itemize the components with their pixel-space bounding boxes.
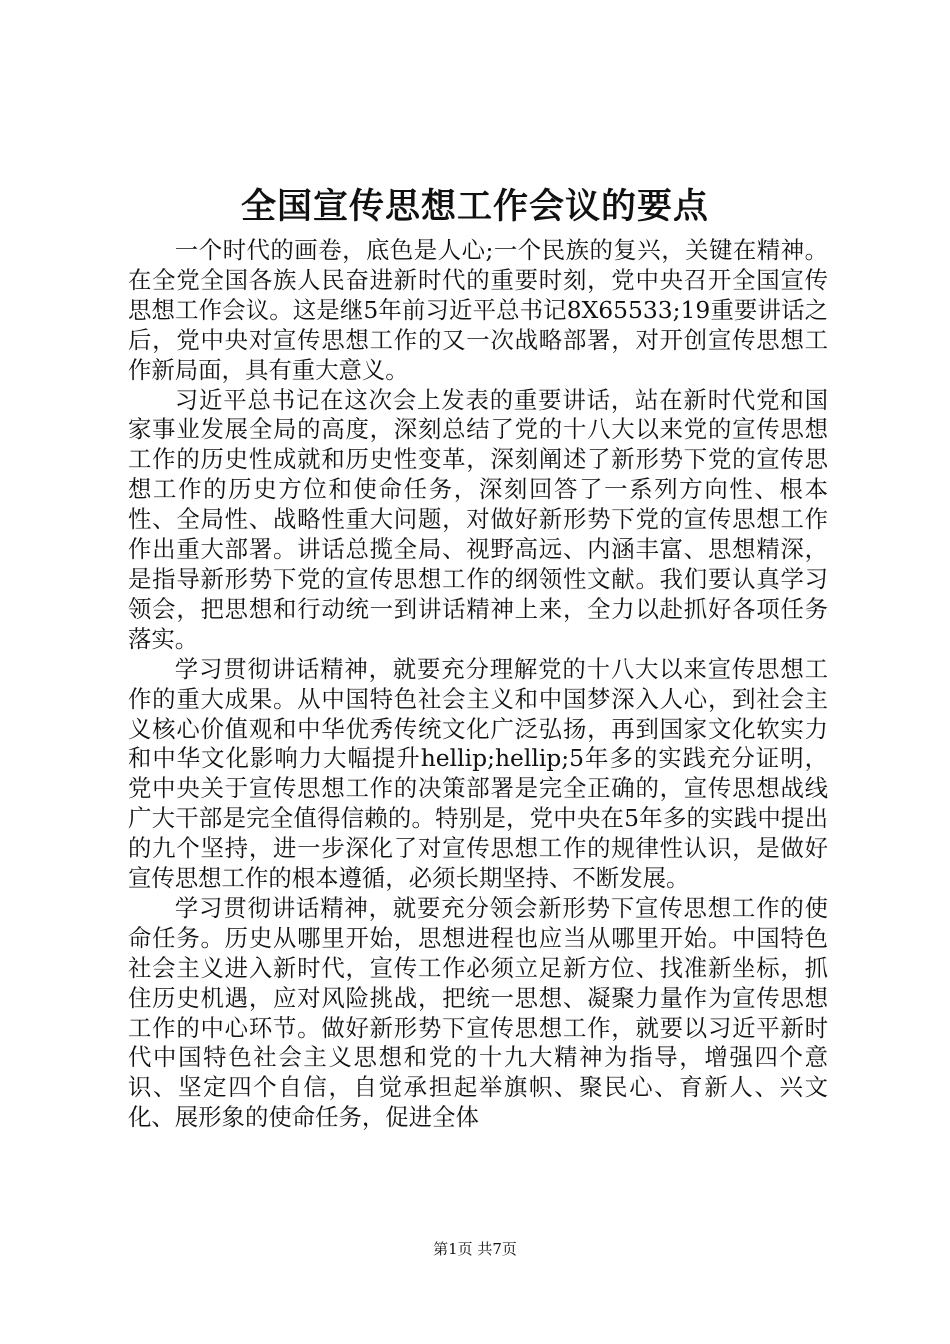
paragraph-4: 学习贯彻讲话精神，就要充分领会新形势下宣传思想工作的使命任务。历史从哪里开始，思想进程也应当从哪里开始。中国特色社会主义进入新时代，宣传工作必须立足新方位、找准新坐标，抓住历史机遇，应对风险挑战，把统一思想、凝聚力量作为宣传思想工作的中心环节。做好新形势下宣传思想工作，就要以习近平新时代中国特色社会主义思想和党的十九大精神为指导，增强四个意识、坚定四个自信，自觉承担起举旗帜、聚民心、育新人、兴文化、展形象的使命任务，促进全体 bbox=[128, 893, 828, 1132]
page-number-indicator: 第1页 共7页 bbox=[433, 1240, 517, 1258]
paragraph-3: 学习贯彻讲话精神，就要充分理解党的十八大以来宣传思想工作的重大成果。从中国特色社会主义和中国梦深入人心，到社会主义核心价值观和中华优秀传统文化广泛弘扬，再到国家文化软实力和中华文化影响力大幅提升hellip;hellip;5年多的实践充分证明，党中央关于宣传思想工作的决策部署是完全正确的，宣传思想战线广大干部是完全值得信赖的。特别是，党中央在5年多的实践中提出的九个坚持，进一步深化了对宣传思想工作的规律性认识，是做好宣传思想工作的根本遵循，必须长期坚持、不断发展。 bbox=[128, 654, 828, 893]
document-title: 全国宣传思想工作会议的要点 bbox=[240, 186, 709, 227]
page-footer bbox=[0, 1238, 950, 1260]
document-body bbox=[128, 236, 828, 1133]
paragraph-1: 一个时代的画卷，底色是人心;一个民族的复兴，关键在精神。在全党全国各族人民奋进新时代的重要时刻，党中央召开全国宣传思想工作会议。这是继5年前习近平总书记8X65533;19重要讲话之后，党中央对宣传思想工作的又一次战略部署，对开创宣传思想工作新局面，具有重大意义。 bbox=[128, 236, 828, 384]
paragraph-2: 习近平总书记在这次会上发表的重要讲话，站在新时代党和国家事业发展全局的高度，深刻总结了党的十八大以来党的宣传思想工作的历史性成就和历史性变革，深刻阐述了新形势下党的宣传思想工作的历史方位和使命任务，深刻回答了一系列方向性、根本性、全局性、战略性重大问题，对做好新形势下党的宣传思想工作作出重大部署。讲话总揽全局、视野高远、内涵丰富、思想精深，是指导新形势下党的宣传思想工作的纲领性文献。我们要认真学习领会，把思想和行动统一到讲话精神上来，全力以赴抓好各项任务落实。 bbox=[128, 385, 828, 653]
